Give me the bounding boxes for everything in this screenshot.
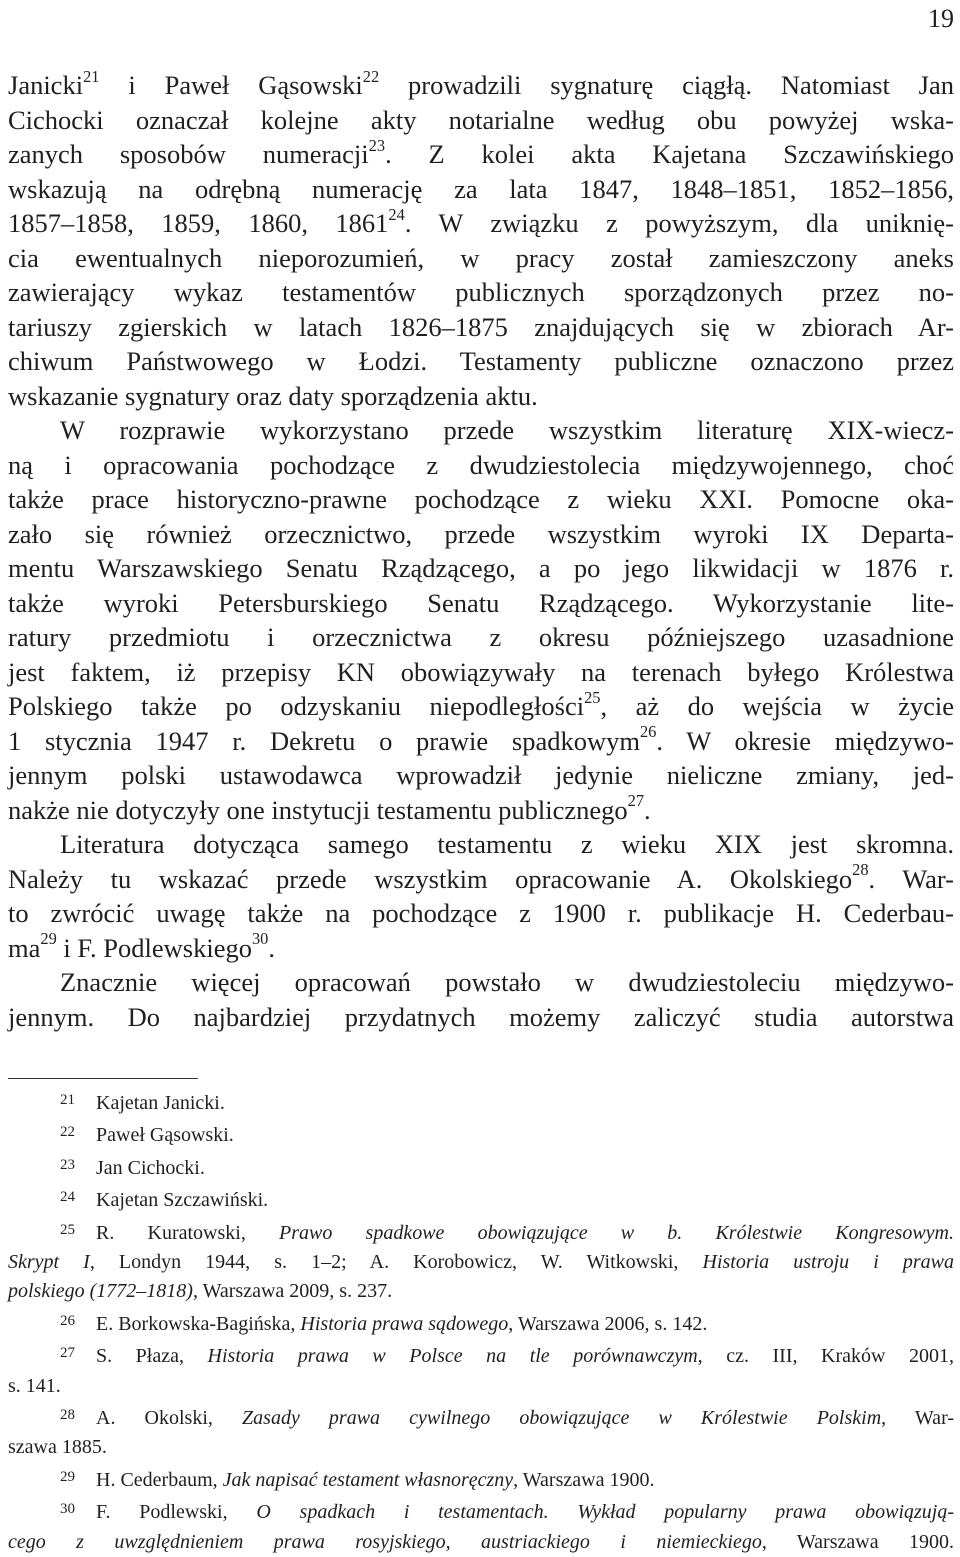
footnote-line xyxy=(8,1528,954,1557)
footnote-number: 26 xyxy=(60,1312,75,1329)
text-run: i F. Podlewskiego xyxy=(56,932,252,963)
body-line xyxy=(8,310,954,345)
body-line xyxy=(8,379,954,414)
body-line xyxy=(8,862,954,897)
footnote-number: 29 xyxy=(60,1468,75,1485)
text-run: ma xyxy=(8,932,41,963)
body-line xyxy=(8,965,954,1000)
text-run: Kajetan Szczawiński. xyxy=(96,1189,269,1212)
text-run: . W związku z powyższym, dla uniknię- xyxy=(404,208,954,238)
text-run: także wyroki Petersburskiego Senatu Rządzącego. Wykorzystanie lite- xyxy=(8,587,954,618)
text-run: zanych sposobów numeracji xyxy=(8,139,369,169)
text-run: , Warszawa 2006, s. 142. xyxy=(508,1312,708,1335)
text-run: . W okresie międzywo- xyxy=(656,725,954,756)
body-line xyxy=(8,620,954,655)
text-run: Paweł Gąsowski. xyxy=(96,1124,234,1147)
text-run: R. Kuratowski, xyxy=(96,1221,280,1244)
footnotes xyxy=(8,1086,954,1557)
text-run: Cichocki oznaczał kolejne akty notarialne według obu powyżej wska- xyxy=(8,104,954,135)
footnote-number: 21 xyxy=(60,1092,75,1108)
body-line xyxy=(8,275,954,310)
text-run: ną i opracowania pochodzące z dwudziestolecia międzywojennego, choć xyxy=(8,449,954,480)
text-run: , Warszawa 2009, s. 237. xyxy=(192,1280,393,1303)
body-text xyxy=(8,68,954,1034)
text-run: prowadzili sygnaturę ciągłą. Natomiast Jan xyxy=(379,70,955,100)
footnote-line xyxy=(8,1401,954,1433)
italic-text: polskiego (1772–1818) xyxy=(8,1280,193,1303)
text-run: wskazują na odrębną numerację za lata 1847, 1848–1851, 1852–1856, xyxy=(8,173,954,204)
footnote-reference: 28 xyxy=(852,860,869,880)
text-run: zawierający wykaz testamentów publicznych sporządzonych przez no- xyxy=(8,277,954,307)
text-run: Znacznie więcej opracowań powstało w dwudziestoleciu międzywo- xyxy=(60,967,954,997)
italic-text: Zasady prawa cywilnego obowiązujące w Królestwie Polskim xyxy=(242,1407,882,1430)
body-line xyxy=(8,241,954,276)
body-line xyxy=(8,482,954,517)
body-line xyxy=(8,68,954,103)
text-run: 1857–1858, 1859, 1860, 1861 xyxy=(8,208,389,238)
italic-text: Jak napisać testament własnoręczny xyxy=(222,1468,514,1491)
body-line xyxy=(8,344,954,379)
footnote-number: 30 xyxy=(60,1501,75,1518)
text-run: Janicki xyxy=(8,70,84,100)
text-run: jest faktem, iż przepisy KN obowiązywały na terenach byłego Królestwa xyxy=(8,656,954,687)
text-run: A. Okolski, xyxy=(96,1407,243,1430)
body-line xyxy=(8,448,954,483)
text-run: . xyxy=(644,794,651,825)
text-run: , Warszawa 1900. xyxy=(761,1530,954,1553)
text-run: , cz. III, Kraków 2001, xyxy=(697,1345,954,1368)
footnote-reference: 23 xyxy=(368,135,386,155)
body-line xyxy=(8,137,954,172)
text-run: 1 stycznia 1947 r. Dekretu o prawie spadkowym xyxy=(8,725,640,756)
body-line xyxy=(8,103,954,138)
footnote-reference: 22 xyxy=(362,66,380,86)
text-run: , aż do wejścia w życie xyxy=(600,691,954,721)
footnote-line xyxy=(8,1277,954,1306)
italic-text: Historia prawa sądowego xyxy=(300,1312,509,1335)
text-run: tariuszy zgierskich w latach 1826–1875 znajdujących się w zbiorach Ar- xyxy=(8,311,954,342)
body-line xyxy=(8,517,954,552)
body-line xyxy=(8,724,954,759)
footnote-line xyxy=(8,1339,954,1371)
body-line xyxy=(8,827,954,862)
text-run: chiwum Państwowego w Łodzi. Testamenty publiczne oznaczono przez xyxy=(8,346,954,376)
body-line xyxy=(8,758,954,793)
italic-text: cego z uwzględnieniem prawa rosyjskiego, austriackiego i niemieckiego xyxy=(8,1530,762,1553)
text-run: jennym. Do najbardziej przydatnych możemy zaliczyć studia autorstwa xyxy=(8,1001,954,1032)
page-number: 19 xyxy=(928,4,954,33)
footnote-number: 23 xyxy=(60,1156,75,1173)
body-line xyxy=(8,896,954,931)
text-run: F. Podlewski, xyxy=(96,1501,257,1524)
body-line xyxy=(8,413,954,448)
footnote-number: 28 xyxy=(60,1407,75,1424)
footnote-line xyxy=(8,1086,954,1118)
body-line xyxy=(8,586,954,621)
text-run: i Paweł Gąsowski xyxy=(99,70,363,100)
text-run: Kajetan Janicki. xyxy=(96,1092,225,1114)
body-line xyxy=(8,1000,954,1035)
text-run: , War- xyxy=(881,1407,954,1430)
body-line xyxy=(8,172,954,207)
footnote-reference: 25 xyxy=(584,687,601,707)
footnote-number: 22 xyxy=(60,1124,75,1141)
text-run: S. Płaza, xyxy=(96,1345,208,1368)
footnote-number: 27 xyxy=(60,1345,75,1362)
footnote-line xyxy=(8,1118,954,1150)
body-line xyxy=(8,793,954,828)
footnote-reference: 29 xyxy=(40,929,57,949)
body-line xyxy=(8,931,954,966)
footnote-line xyxy=(8,1307,954,1339)
text-run: , Londyn 1944, s. 1–2; A. Korobowicz, W. Witkowski, xyxy=(89,1251,703,1274)
footnote-line xyxy=(8,1372,954,1401)
text-run: Polskiego także po odzyskaniu niepodległości xyxy=(8,691,585,721)
text-run: W rozprawie wykorzystano przede wszystkim literaturę XIX-wiecz- xyxy=(60,415,954,445)
text-run: nakże nie dotyczyły one instytucji testamentu publicznego xyxy=(8,794,628,825)
text-run: s. 141. xyxy=(8,1374,61,1397)
text-run: zało się również orzecznictwo, przede wszystkim wyroki IX Departa- xyxy=(8,518,954,549)
footnote-line xyxy=(8,1495,954,1527)
text-run: wskazanie sygnatury oraz daty sporządzenia aktu. xyxy=(8,380,538,411)
footnote-reference: 26 xyxy=(639,722,657,742)
body-line xyxy=(8,655,954,690)
footnote-line xyxy=(8,1248,954,1277)
text-run: jennym polski ustawodawca wprowadził jedynie nieliczne zmiany, jed- xyxy=(8,760,954,790)
text-run: H. Cederbaum, xyxy=(96,1468,223,1491)
footnote-line xyxy=(8,1463,954,1495)
footnote-line xyxy=(8,1433,954,1462)
text-run: Literatura dotycząca samego testamentu z wieku XIX jest skromna. xyxy=(60,829,954,859)
text-run: . War- xyxy=(868,863,955,894)
text-run: to zwrócić uwagę także na pochodzące z 1900 r. publikacje H. Cederbau- xyxy=(8,898,954,928)
text-run: ratury przedmiotu i orzecznictwa z okresu późniejszego uzasadnione xyxy=(8,622,954,652)
footnote-reference: 21 xyxy=(83,66,100,86)
footnote-line xyxy=(8,1183,954,1215)
body-line xyxy=(8,206,954,241)
italic-text: Skrypt I xyxy=(8,1251,90,1274)
italic-text: Historia prawa w Polsce na tle porównawczym xyxy=(207,1345,698,1368)
footnote-reference: 24 xyxy=(388,204,405,224)
text-run: E. Borkowska-Bagińska, xyxy=(96,1312,301,1335)
text-run: szawa 1885. xyxy=(8,1436,107,1459)
italic-text: O spadkach i testamentach. Wykład popularny prawa obowiązują- xyxy=(256,1501,954,1524)
text-run: mentu Warszawskiego Senatu Rządzącego, a po jego likwidacji w 1876 r. xyxy=(8,553,954,583)
text-run: . xyxy=(268,932,276,963)
body-line xyxy=(8,689,954,724)
footnote-separator xyxy=(8,1078,198,1079)
text-run: Należy tu wskazać przede wszystkim opracowanie A. Okolskiego xyxy=(8,863,853,894)
italic-text: Prawo spadkowe obowiązujące w b. Królestwie Kongresowym. xyxy=(279,1221,954,1244)
footnote-number: 25 xyxy=(60,1221,75,1238)
text-run: cia ewentualnych nieporozumień, w pracy został zamieszczony aneks xyxy=(8,242,954,273)
footnote-line xyxy=(8,1216,954,1248)
italic-text: Historia ustroju i prawa xyxy=(702,1251,955,1274)
footnote-number: 24 xyxy=(60,1189,75,1206)
text-run: . Z kolei akta Kajetana Szczawińskiego xyxy=(385,139,954,169)
footnote-line xyxy=(8,1151,954,1183)
footnote-reference: 30 xyxy=(251,929,269,949)
text-run: także prace historyczno-prawne pochodzące z wieku XXI. Pomocne oka- xyxy=(8,484,954,514)
text-run: , Warszawa 1900. xyxy=(513,1468,655,1491)
footnote-reference: 27 xyxy=(627,791,645,811)
body-line xyxy=(8,551,954,586)
text-run: Jan Cichocki. xyxy=(96,1156,205,1179)
